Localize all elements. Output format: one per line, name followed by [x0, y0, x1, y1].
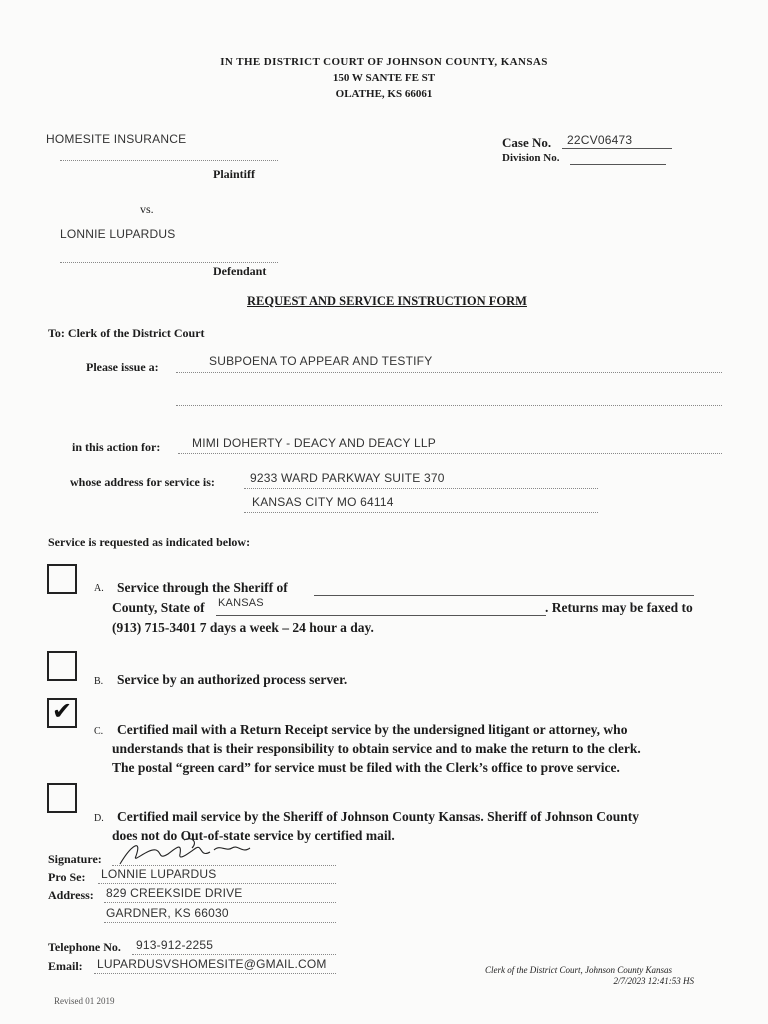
checkbox-c[interactable]	[47, 698, 77, 728]
clerk-stamp-line1: Clerk of the District Court, Johnson County Kansas	[485, 965, 673, 975]
signature-label: Signature:	[48, 852, 102, 866]
option-c-text1: Certified mail with a Return Receipt service by the undersigned litigant or attorney, who	[117, 722, 628, 737]
option-a-text3: (913) 715-3401 7 days a week – 24 hour a day.	[112, 620, 374, 635]
form-title: REQUEST AND SERVICE INSTRUCTION FORM	[247, 294, 527, 308]
address-service-line1: 9233 WARD PARKWAY SUITE 370	[250, 471, 445, 485]
option-d-text2: does not do Out-of-state service by certified mail.	[112, 828, 395, 843]
option-a-text1: Service through the Sheriff of	[117, 580, 288, 595]
issue-value: SUBPOENA TO APPEAR AND TESTIFY	[209, 354, 433, 368]
court-city: OLATHE, KS 66061	[335, 88, 433, 100]
court-street: 150 W SANTE FE ST	[332, 72, 436, 84]
plaintiff-line	[60, 160, 278, 161]
case-no-label: Case No.	[502, 135, 552, 150]
address-line2: GARDNER, KS 66030	[106, 906, 229, 920]
checkbox-a[interactable]	[47, 564, 77, 594]
email-label: Email:	[48, 959, 83, 973]
option-c-text3: The postal “green card” for service must be filed with the Clerk’s office to prove service.	[112, 760, 620, 775]
pro-se-label: Pro Se:	[48, 870, 86, 884]
checkbox-b[interactable]	[47, 651, 77, 681]
address-label: Address:	[48, 888, 94, 902]
division-label: Division No.	[502, 152, 560, 164]
option-a-text2: County, State of	[112, 600, 205, 615]
plaintiff-label: Plaintiff	[213, 167, 255, 181]
service-heading: Service is requested as indicated below:	[48, 535, 251, 549]
defendant-label: Defendant	[213, 264, 267, 278]
telephone-label: Telephone No.	[48, 940, 121, 954]
case-no-line	[562, 148, 672, 149]
court-name: IN THE DISTRICT COURT OF JOHNSON COUNTY, KANSAS	[220, 56, 548, 68]
vs-label: vs.	[140, 202, 154, 216]
email-value: LUPARDUSVSHOMESITE@GMAIL.COM	[97, 957, 327, 971]
issue-line-2	[176, 405, 722, 406]
address-underline-1	[104, 902, 336, 903]
option-d-text1: Certified mail service by the Sheriff of Johnson County Kansas. Sheriff of Johnson County	[117, 809, 640, 824]
option-c-letter: C.	[94, 726, 104, 737]
option-a-state: KANSAS	[218, 597, 264, 609]
pro-se-value: LONNIE LUPARDUS	[101, 867, 217, 881]
address-service-underline-1	[244, 488, 598, 489]
option-b-text: Service by an authorized process server.	[117, 672, 348, 687]
address-service-underline-2	[244, 512, 598, 513]
issue-label: Please issue a:	[86, 360, 159, 374]
address-service-label: whose address for service is:	[70, 475, 215, 489]
action-for-value: MIMI DOHERTY - DEACY AND DEACY LLP	[192, 436, 436, 450]
option-c-text2: understands that is their responsibility to obtain service and to make the return to the clerk.	[112, 741, 641, 756]
address-service-line2: KANSAS CITY MO 64114	[252, 495, 394, 509]
revised-note: Revised 01 2019	[54, 996, 115, 1006]
clerk-stamp-line2: 2/7/2023 12:41:53 HS	[613, 976, 694, 986]
telephone-value: 913-912-2255	[136, 938, 214, 952]
address-line1: 829 CREEKSIDE DRIVE	[106, 886, 243, 900]
check-mark-icon: ✔	[52, 697, 73, 725]
action-for-line	[178, 453, 722, 454]
telephone-line	[132, 954, 336, 955]
option-a-state-line	[216, 615, 546, 616]
option-a-text2-end: . Returns may be faxed to	[545, 600, 693, 615]
address-underline-2	[104, 922, 336, 923]
plaintiff-name: HOMESITE INSURANCE	[46, 132, 187, 146]
to-clerk: To: Clerk of the District Court	[48, 326, 205, 340]
issue-line-1	[176, 372, 722, 373]
option-d-letter: D.	[94, 813, 104, 824]
email-line	[94, 973, 336, 974]
division-line	[570, 164, 666, 165]
case-no-value: 22CV06473	[567, 133, 633, 147]
pro-se-line	[98, 883, 336, 884]
defendant-line	[60, 262, 278, 263]
option-a-sheriff-line	[314, 595, 694, 596]
action-for-label: in this action for:	[72, 440, 161, 454]
signature-image	[112, 834, 272, 868]
checkbox-d[interactable]	[47, 783, 77, 813]
option-b-letter: B.	[94, 676, 104, 687]
defendant-name: LONNIE LUPARDUS	[60, 227, 176, 241]
signature-line	[112, 865, 336, 866]
option-a-letter: A.	[94, 583, 104, 594]
